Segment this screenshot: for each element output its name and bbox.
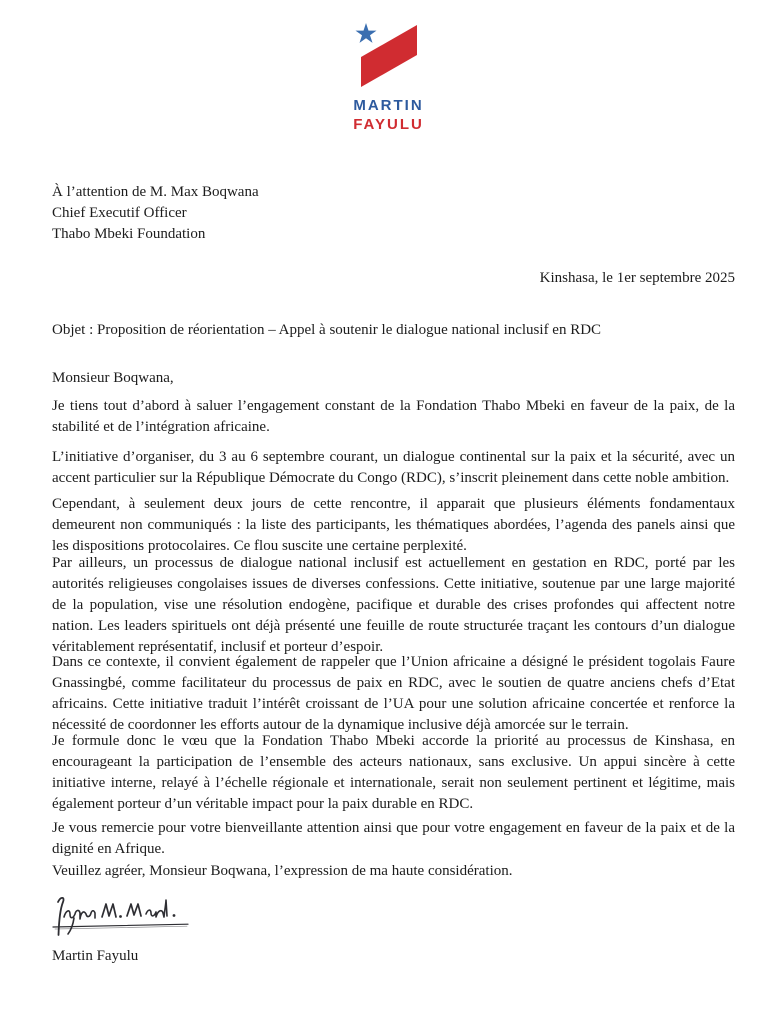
body-paragraph: Je formule donc le vœu que la Fondation Thabo Mbeki accorde la priorité au processus de Kinshasa, en encourageant la participation de l’ensemble des acteurs nationaux, sans exclusive. Un appui sincère à cette initiative interne, relayé à l’échelle régionale et internationale, serait non seulement pertinent et légitime, mais également porteur d’un véritable impact pour la paix durable en RDC. bbox=[52, 733, 735, 812]
body-paragraph: Dans ce contexte, il convient également de rappeler que l’Union africaine a désigné le président togolais Faure Gnassingbé, comme facilitateur du processus de paix en RDC, avec le soutien de quatre anciens chefs d’Etat africains. Cette initiative traduit l’intérêt croissant de l’UA pour une solution africaine concertée et renforce la nécessité de coordonner les efforts autour de la dynamique inclusive déjà amorcée sur le terrain. bbox=[52, 654, 735, 733]
handwritten-signature-icon bbox=[50, 894, 195, 944]
logo-name-second: FAYULU bbox=[353, 116, 424, 133]
body-paragraph: Cependant, à seulement deux jours de cette rencontre, il apparait que plusieurs éléments fondamentaux demeurent non communiqués : la liste des participants, les thématiques abordées, l’agenda des panels ainsi que les dispositions protocolaires. Ce flou suscite une certaine perplexité. bbox=[52, 496, 735, 554]
recipient-line: Chief Executif Officer bbox=[52, 205, 187, 221]
body-paragraph: Je vous remercie pour votre bienveillante attention ainsi que pour votre engagement en faveur de la paix et de la dignité en Afrique. bbox=[52, 820, 735, 857]
salutation: Monsieur Boqwana, bbox=[52, 370, 174, 386]
subject-line: Objet : Proposition de réorientation – Appel à soutenir le dialogue national inclusif en RDC bbox=[52, 322, 602, 338]
body-paragraph: Par ailleurs, un processus de dialogue national inclusif est actuellement en gestation en RDC, porté par les autorités religieuses congolaises issues de diverses confessions. Cette initiative, soutenue par une large majorité de la population, vise une résolution endogène, pacifique et durable des crises profondes qui affectent notre nation. Les leaders spirituels ont déjà présenté une feuille de route structurée traçant les contours d’un dialogue véritablement représentatif, inclusif et porteur d’espoir. bbox=[52, 555, 735, 655]
letterhead bbox=[0, 16, 777, 134]
recipient-line: À l’attention de M. Max Boqwana bbox=[52, 184, 259, 200]
closing-line: Veuillez agréer, Monsieur Boqwana, l’expression de ma haute considération. bbox=[52, 863, 513, 879]
body-paragraph: L’initiative d’organiser, du 3 au 6 septembre courant, un dialogue continental sur la paix et la sécurité, avec un accent particulier sur la République Démocrate du Congo (RDC), s’inscrit pleinement dans cette noble ambition. bbox=[52, 449, 735, 486]
party-logo bbox=[354, 16, 424, 94]
star-icon bbox=[355, 23, 376, 43]
recipient-line: Thabo Mbeki Foundation bbox=[52, 226, 206, 242]
logo-name-first: MARTIN bbox=[353, 97, 424, 114]
recipient-block bbox=[52, 182, 735, 245]
signature-block bbox=[50, 894, 195, 944]
date-line: Kinshasa, le 1er septembre 2025 bbox=[539, 270, 735, 286]
logo-wordmark bbox=[353, 96, 424, 134]
signatory-name: Martin Fayulu bbox=[52, 948, 139, 964]
body-paragraph: Je tiens tout d’abord à saluer l’engagement constant de la Fondation Thabo Mbeki en faveur de la paix, de la stabilité et de l’intégration africaine. bbox=[52, 398, 735, 435]
